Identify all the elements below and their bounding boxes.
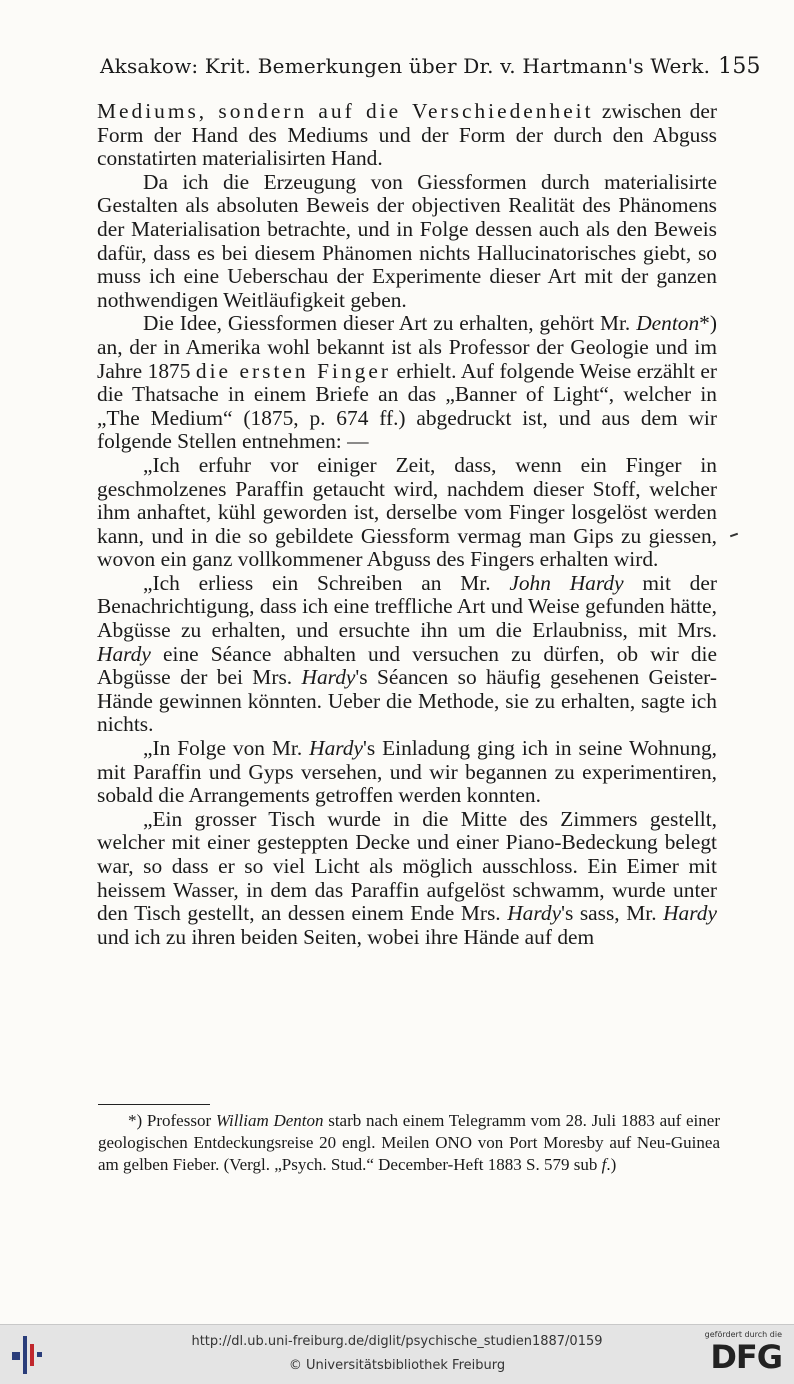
text-run: „Ich erliess ein Schreiben an Mr. (143, 570, 510, 595)
italic-name: Hardy (301, 665, 356, 690)
page-number: 155 (718, 54, 761, 79)
spaced-emphasis: die ersten Finger (195, 358, 391, 383)
italic-name: John Hardy (509, 570, 624, 595)
paragraph-7 (97, 808, 717, 950)
paragraph-6 (97, 737, 717, 808)
text-run: und ich zu ihren beiden Seiten, wobei ihre Hände auf dem (97, 924, 595, 949)
text-run: 's Einladung ging ich in seine Wohnung, mit Paraffin und Gyps versehen, und wir begannen zu experimentiren, sobald die Arrangements getroffen werden konnten. (97, 736, 717, 808)
text-run: 's sass, Mr. (561, 901, 664, 926)
italic-name: Hardy (507, 901, 562, 926)
text-run: erhielt. Auf folgende Weise erzählt er die Thatsache in einem Briefe an das „Banner of Light“, welcher in „The Medium“ (1875, p. 674 ff.) abgedruckt ist, und aus dem wir folgende Stellen entnehmen: — (97, 358, 718, 454)
running-title: Aksakow: Krit. Bemerkungen über Dr. v. Hartmann's Werk. (100, 54, 711, 78)
permalink-link[interactable]: http://dl.ub.uni-freiburg.de/diglit/psychische_studien1887/0159 (191, 1334, 603, 1349)
paragraph-1 (97, 100, 717, 171)
footnote-text (98, 1110, 720, 1176)
paragraph-4: „Ich erfuhr vor einiger Zeit, dass, wenn ein Finger in geschmolzenes Paraffin getaucht wird, nachdem dieser Stoff, welcher ihm anhaftet, kühl geworden ist, derselbe vom Finger losgelöst werden kann, und in die so gebildete Giessform vermag man Gips zu giessen, wovon ein ganz vollkommener Abguss des Fingers erhalten wird. (97, 452, 717, 572)
running-header (100, 54, 761, 79)
text-run: mit der Benachrichtigung, dass ich eine treffliche Art und Weise gefunden hätte, Abgüsse zu erhalten, und ersuchte ihn um die Erlaubniss, mit Mrs. (97, 570, 717, 643)
paragraph-3 (97, 312, 717, 454)
text-run: *) an, der in Amerika wohl bekannt ist als Professor der Geologie und im Jahre 1875 (97, 311, 717, 383)
copyright-text: © Universitätsbibliothek Freiburg (288, 1358, 506, 1373)
text-run: .) (606, 1155, 617, 1174)
margin-mark (730, 533, 738, 538)
library-footer (0, 1324, 794, 1384)
footnote-divider (98, 1104, 210, 1105)
text-run: starb nach einem Telegramm vom 28. Juli 1883 auf einer geologischen Entdeckungsreise 20 engl. Meilen ONO von Port Moresby auf Neu-Guinea am gelben Fieber. (Vergl. „Psych. Stud.“ December-Heft 1883 S. 579 sub (98, 1111, 720, 1174)
text-run: „Ein grosser Tisch wurde in die Mitte des Zimmers gestellt, welcher mit einer gesteppten Decke und einer Piano-Bedeckung belegt war, so dass er so viel Licht als möglich ausschloss. Ein Eimer mit heissem Wasser, in dem das Paraffin aufgelöst schwamm, wurde unter den Tisch gestellt, an dessen einem Ende Mrs. (97, 806, 717, 926)
italic-name: f (601, 1155, 607, 1174)
body-text (97, 100, 717, 949)
paragraph-2: Da ich die Erzeugung von Giessformen durch materialisirte Gestalten als absoluten Beweis der objectiven Realität des Phänomens der Materialisation betrachte, und in Folge dessen auch als den Beweis dafür, dass es bei diesem Phänomen nichts Hallucinatorisches giebt, so muss ich eine Ueberschau der Experimente dieser Art mit der ganzen nothwendigen Weitläufigkeit geben. (97, 169, 717, 312)
text-run: zwischen der Form der Hand des Mediums und der Form der durch den Abguss constatirten materialisirten Hand. (97, 99, 717, 171)
paragraph-5 (97, 572, 717, 737)
italic-name: Denton (636, 311, 700, 336)
text-run: *) Professor (128, 1111, 216, 1130)
dfg-caption: gefördert durch die (704, 1330, 782, 1339)
text-run: eine Séance abhalten und versuchen zu dürfen, ob wir die Abgüsse der bei Mrs. (97, 641, 717, 690)
text-run: „In Folge von Mr. (143, 736, 310, 761)
text-run: Die Idee, Giessformen dieser Art zu erhalten, gehört Mr. (143, 311, 637, 336)
italic-name: Hardy (97, 641, 151, 666)
italic-name: Hardy (309, 736, 363, 761)
text-run: 's Séancen so häufig gesehenen Geister-Hände gewinnen könnten. Ueber die Methode, sie zu erhalten, sagte ich nichts. (97, 665, 718, 737)
dfg-logo: DFG (710, 1338, 782, 1376)
spaced-emphasis: Mediums, sondern auf die Verschiedenheit (97, 99, 594, 123)
italic-name: William Denton (215, 1111, 324, 1130)
footnote (98, 1110, 720, 1176)
italic-name: Hardy (663, 901, 717, 926)
